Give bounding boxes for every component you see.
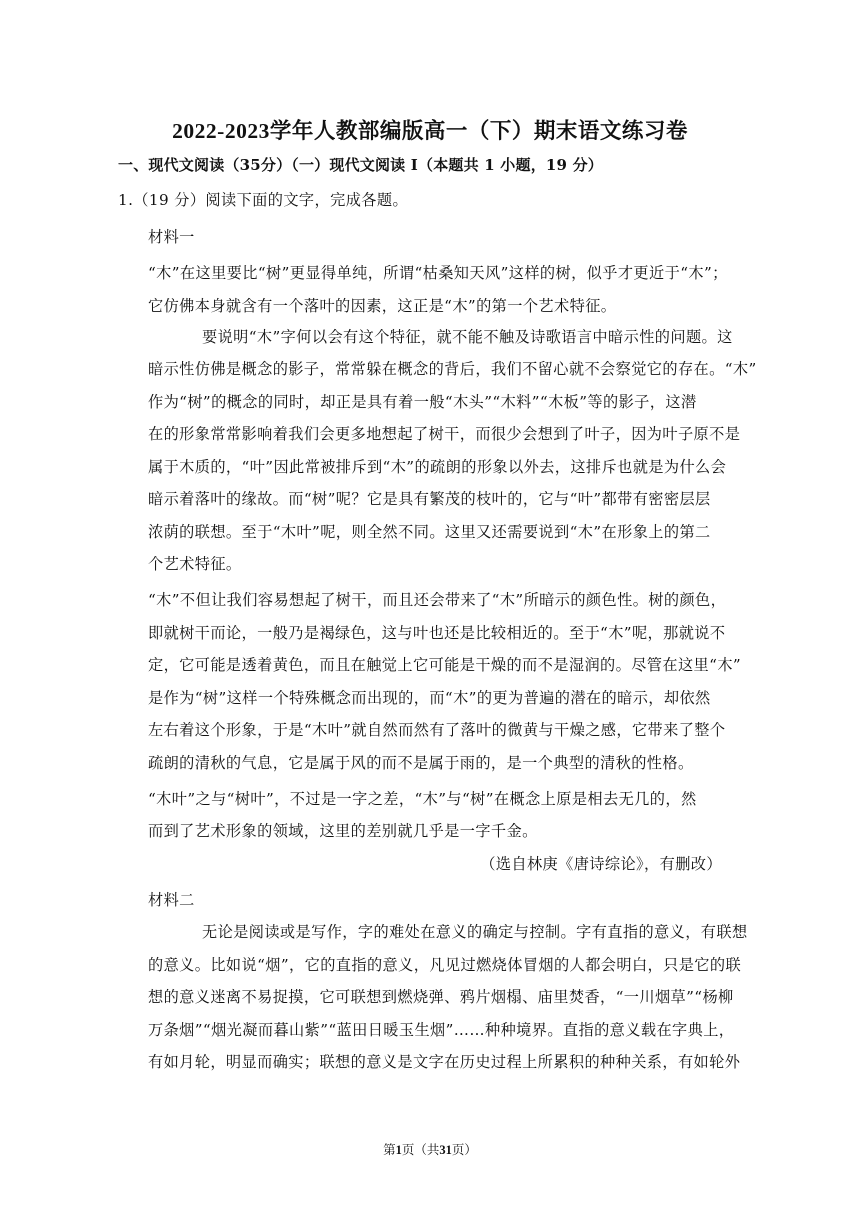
footer-prefix: 第 bbox=[383, 1142, 396, 1157]
text-line: “木叶”之与“树叶”，不过是一字之差，“木”与“树”在概念上原是相去无几的，然 bbox=[148, 790, 697, 808]
text-line: 是作为“树”这样一个特殊概念而出现的，而“木”的更为普遍的潜在的暗示，却依然 bbox=[148, 689, 711, 707]
page-footer bbox=[0, 1140, 860, 1158]
text-line: 万条烟”“烟光凝而暮山紫”“蓝田日暖玉生烟”……种种境界。直指的意义载在字典上， bbox=[148, 1021, 735, 1039]
text-line: 而到了艺术形象的领域，这里的差别就几乎是一字千金。 bbox=[148, 822, 538, 840]
text-line: 属于木质的，“叶”因此常被排斥到“木”的疏朗的形象以外去，这排斥也就是为什么会 bbox=[148, 458, 727, 476]
page-total: 31 bbox=[439, 1143, 452, 1157]
text-line: 个艺术特征。 bbox=[148, 555, 242, 573]
footer-suffix: 页） bbox=[451, 1142, 477, 1157]
text-line: 即就树干而论，一般乃是褐绿色，这与叶也还是比较相近的。至于“木”呢，那就说不 bbox=[148, 624, 726, 642]
question-prompt: 1.（19 分）阅读下面的文字，完成各题。 bbox=[118, 191, 409, 209]
text-line: 暗示着落叶的缘故。而“树”呢？它是具有繁茂的枝叶的，它与“叶”都带有密密层层 bbox=[148, 490, 711, 508]
text-line: 无论是阅读或是写作，字的难处在意义的确定与控制。字有直指的意义，有联想 bbox=[202, 923, 748, 941]
page-number: 1 bbox=[395, 1143, 402, 1157]
text-line: 想的意义迷离不易捉摸，它可联想到燃烧弹、鸦片烟榻、庙里焚香，“一川烟草”“杨柳 bbox=[148, 988, 734, 1006]
text-line: “木”不但让我们容易想起了树干，而且还会带来了“木”所暗示的颜色性。树的颜色， bbox=[148, 591, 727, 609]
text-line: 它仿佛本身就含有一个落叶的因素，这正是“木”的第一个艺术特征。 bbox=[148, 297, 617, 315]
source-citation: （选自林庚《唐诗综论》，有删改） bbox=[480, 855, 722, 873]
material2-label: 材料二 bbox=[148, 891, 195, 909]
text-line: 疏朗的清秋的气息，它是属于风的而不是属于雨的，是一个典型的清秋的性格。 bbox=[148, 754, 694, 772]
section-heading: 一、现代文阅读（35分）（一）现代文阅读 I（本题共 1 小题，19 分） bbox=[118, 156, 603, 174]
page-title: 2022-2023学年人教部编版高一（下）期末语文练习卷 bbox=[172, 119, 688, 143]
text-line: 的意义。比如说“烟”，它的直指的意义，凡见过燃烧体冒烟的人都会明白，只是它的联 bbox=[148, 956, 742, 974]
text-line: 浓荫的联想。至于“木叶”呢，则全然不同。这里又还需要说到“木”在形象上的第二 bbox=[148, 523, 711, 541]
text-line: “木”在这里要比“树”更显得单纯，所谓“枯桑知天风”这样的树，似乎才更近于“木”； bbox=[148, 264, 728, 282]
material1-label: 材料一 bbox=[148, 228, 195, 246]
text-line: 在的形象常常影响着我们会更多地想起了树干，而很少会想到了叶子，因为叶子原不是 bbox=[148, 425, 741, 443]
text-line: 暗示性仿佛是概念的影子，常常躲在概念的背后，我们不留心就不会察觉它的存在。“木” bbox=[148, 360, 757, 378]
text-line: 要说明“木”字何以会有这个特征，就不能不触及诗歌语言中暗示性的问题。这 bbox=[202, 328, 733, 346]
text-line: 左右着这个形象，于是“木叶”就自然而然有了落叶的微黄与干燥之感，它带来了整个 bbox=[148, 721, 726, 739]
text-line: 有如月轮，明显而确实；联想的意义是文字在历史过程上所累积的种种关系，有如轮外 bbox=[148, 1053, 741, 1071]
text-line: 定，它可能是透着黄色，而且在触觉上它可能是干燥的而不是湿润的。尽管在这里“木” bbox=[148, 656, 742, 674]
text-line: 作为“树”的概念的同时，却正是具有着一般“木头”“木料”“木板”等的影子，这潜 bbox=[148, 393, 697, 411]
footer-middle: 页（共 bbox=[401, 1142, 440, 1157]
